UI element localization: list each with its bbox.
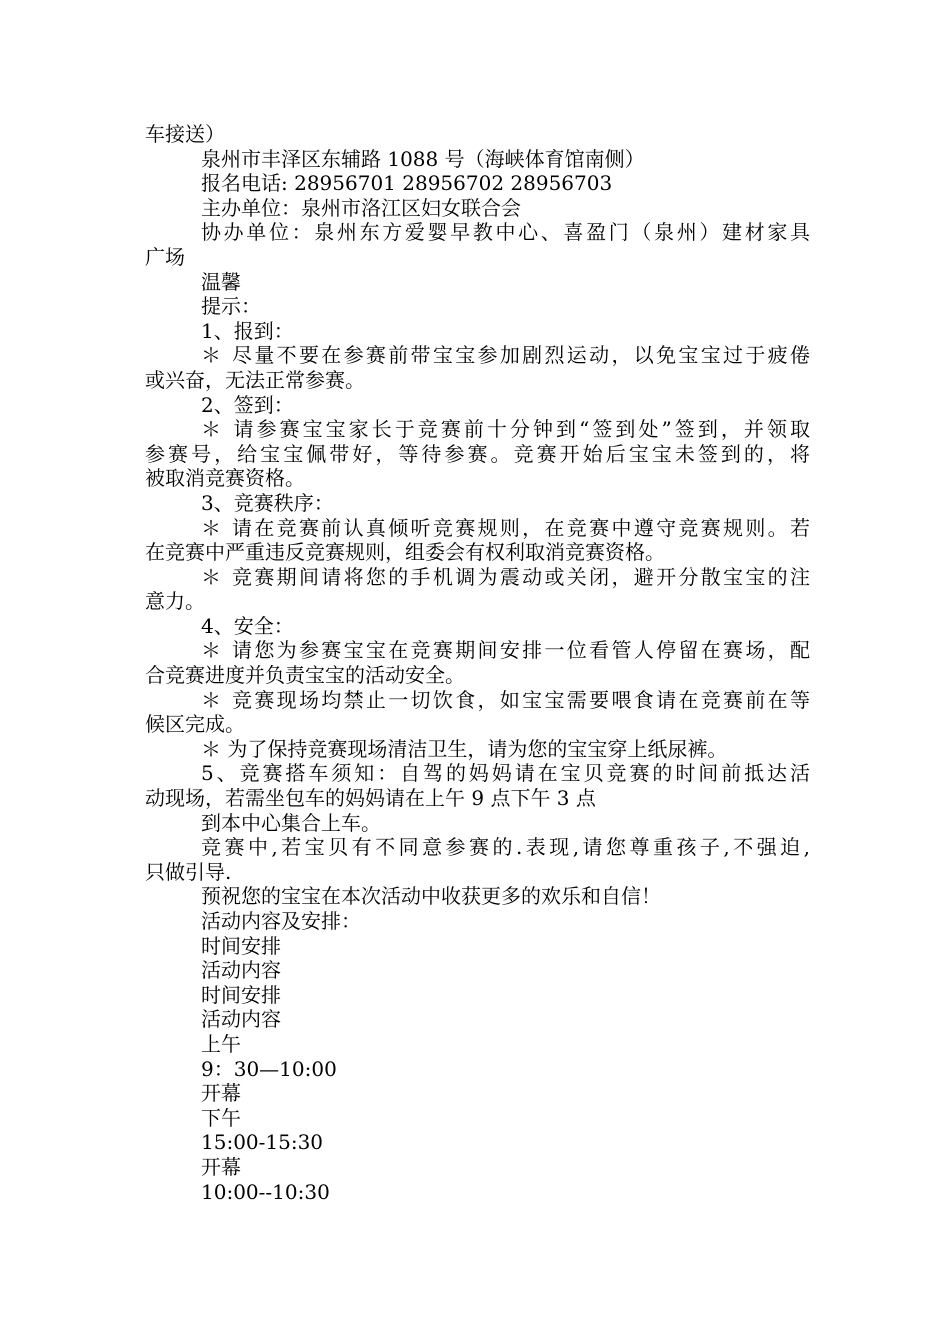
text-line: 合竞赛进度并负责宝宝的活动安全。 xyxy=(145,663,465,688)
text-line: 活动内容 xyxy=(201,958,281,983)
text-line: 协办单位：泉州东方爱婴早教中心、喜盈门（泉州）建材家具 xyxy=(201,220,810,245)
text-line: 只做引导. xyxy=(145,859,232,884)
text-line: ＊ 请您为参赛宝宝在竞赛期间安排一位看管人停留在赛场，配 xyxy=(201,638,810,663)
text-line: 参赛号，给宝宝佩带好，等待参赛。竞赛开始后宝宝未签到的，将 xyxy=(145,441,810,466)
text-line: 下午 xyxy=(201,1105,241,1130)
text-line: 上午 xyxy=(201,1031,241,1056)
text-line: ＊ 请在竞赛前认真倾听竞赛规则，在竞赛中遵守竞赛规则。若 xyxy=(201,515,810,540)
text-line: 泉州市丰泽区东辅路 1088 号（海峡体育馆南侧） xyxy=(201,146,645,171)
text-line: 活动内容及安排： xyxy=(201,909,361,933)
text-line: 竞赛中,若宝贝有不同意参赛的.表现,请您尊重孩子,不强迫, xyxy=(201,835,810,860)
text-line: 提示： xyxy=(201,294,261,319)
text-line: 1、报到： xyxy=(201,318,294,343)
text-line: 车接送） xyxy=(145,122,225,146)
text-line: ＊ 为了保持竞赛现场清洁卫生，请为您的宝宝穿上纸尿裤。 xyxy=(201,736,728,761)
text-line: ＊ 竞赛现场均禁止一切饮食，如宝宝需要喂食请在竞赛前在等 xyxy=(201,687,810,712)
text-line: 9：30—10:00 xyxy=(201,1056,337,1081)
text-line: 候区完成。 xyxy=(145,712,245,737)
text-line: 到本中心集合上车。 xyxy=(201,810,381,835)
text-line: ＊ 请参赛宝宝家长于竞赛前十分钟到“签到处”签到，并领取 xyxy=(201,417,810,442)
text-line: 预祝您的宝宝在本次活动中收获更多的欢乐和自信！ xyxy=(201,884,661,909)
text-line: ＊ 尽量不要在参赛前带宝宝参加剧烈运动，以免宝宝过于疲倦 xyxy=(201,343,810,368)
text-line: 主办单位：泉州市洛江区妇女联合会 xyxy=(201,195,521,220)
text-line: 4、安全： xyxy=(201,613,294,638)
text-line: 或兴奋，无法正常参赛。 xyxy=(145,367,365,392)
text-line: 开幕 xyxy=(201,1081,241,1106)
text-line: 5、竞赛搭车须知：自驾的妈妈请在宝贝竞赛的时间前抵达活 xyxy=(201,761,810,786)
text-line: 2、签到： xyxy=(201,392,294,417)
text-line: 3、竞赛秩序： xyxy=(201,490,334,515)
text-line: 意力。 xyxy=(145,589,205,614)
text-line: 动现场，若需坐包车的妈妈请在上午 9 点下午 3 点 xyxy=(145,786,596,811)
document-body xyxy=(145,122,810,1204)
text-line: 时间安排 xyxy=(201,933,281,958)
text-line: 时间安排 xyxy=(201,982,281,1007)
text-line: 活动内容 xyxy=(201,1007,281,1032)
text-line: 报名电话: 28956701 28956702 28956703 xyxy=(201,171,613,196)
text-line: 开幕 xyxy=(201,1154,241,1179)
text-line: 15:00-15:30 xyxy=(201,1130,324,1155)
text-line: 广场 xyxy=(145,244,185,269)
text-line: 10:00--10:30 xyxy=(201,1179,330,1204)
text-line: 被取消竞赛资格。 xyxy=(145,466,305,491)
text-line: ＊ 竞赛期间请将您的手机调为震动或关闭，避开分散宝宝的注 xyxy=(201,564,810,589)
text-line: 温馨 xyxy=(201,269,241,294)
text-line: 在竞赛中严重违反竞赛规则，组委会有权利取消竞赛资格。 xyxy=(145,540,665,565)
